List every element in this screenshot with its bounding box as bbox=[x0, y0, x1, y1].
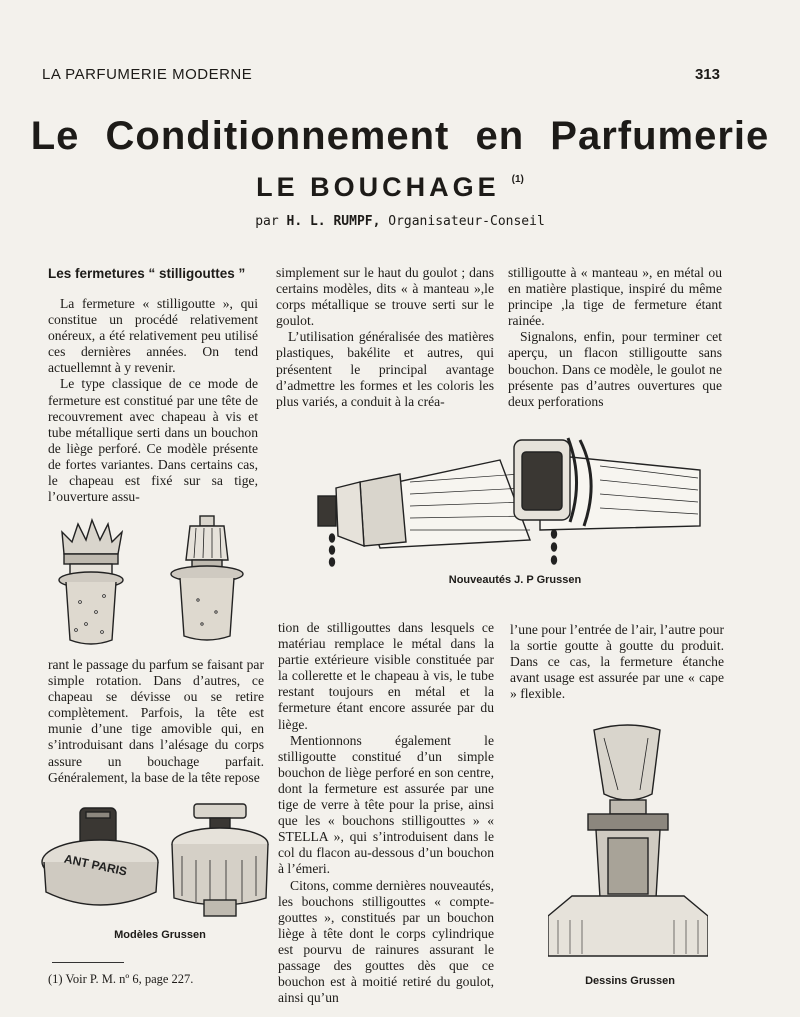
paragraph: stilligoutte à « manteau », en métal ou en matière plastique, inspiré du même principe ,la tige de fermeture étant rainée. bbox=[508, 265, 722, 329]
subtitle-note: (1) bbox=[511, 174, 524, 185]
footnote: (1) Voir P. M. nº 6, page 227. bbox=[48, 972, 194, 986]
page-number: 313 bbox=[694, 66, 720, 83]
column-2-bottom bbox=[278, 620, 494, 1006]
paragraph: Mentionnons également le stilligoutte constitué d’un simple bouchon de liège perforé en son centre, dont la fermeture est assurée par une tige de verre à tête pour la prise, ainsi que les « bouchons stilligouttes » « STELLA », qui s’introduisent dans le col du flacon au-dessous d’un bouchon à l’émeri. bbox=[278, 732, 494, 877]
column-3-top bbox=[508, 265, 722, 410]
stopper-illustration-bottom bbox=[40, 800, 270, 920]
section-heading: Les fermetures “ stilligouttes ” bbox=[48, 266, 246, 281]
paragraph: l’une pour l’entrée de l’air, l’autre pour la sortie goutte à goutte du produit. Dans ce cas, la fermeture étanche avant usage est assurée par une « cape » flexible. bbox=[510, 622, 724, 702]
paragraph: simplement sur le haut du goulot ; dans certains modèles, dits « à manteau »,le corps métallique se trouve serti sur le goulot. bbox=[276, 265, 494, 329]
caption-dessins: Dessins Grussen bbox=[585, 975, 675, 987]
byline-role: Organisateur-Conseil bbox=[388, 214, 545, 229]
bottle-illustration bbox=[548, 720, 708, 960]
byline bbox=[0, 214, 800, 229]
byline-author: H. L. RUMPF, bbox=[286, 214, 381, 229]
paragraph: rant le passage du parfum se faisant par simple rotation. Dans d’autres, ce chapeau se dévisse ou se retire complètement. Parfois, la tête est munie d’une tige amovible qui, en s’introduisant dans l’alésage du corps assure un bouchage parfait. Généralement, la base de la tête repose bbox=[48, 657, 264, 785]
column-3-bottom bbox=[510, 622, 724, 702]
paragraph: L’utilisation généralisée des matières plastiques, bakélite et autres, qui présentent le principal avantage d’admettre les formes et les coloris les plus variés, a conduit à la créa- bbox=[276, 329, 494, 409]
column-2-top bbox=[276, 265, 494, 410]
cap-engraving: ANT PARIS bbox=[62, 851, 129, 879]
caption-nouveautes: Nouveautés J. P Grussen bbox=[448, 574, 582, 586]
column-1-bottom bbox=[48, 657, 264, 786]
stopper-illustration-top bbox=[52, 512, 252, 647]
paragraph: La fermeture « stilligoutte », qui constitue un procédé relativement onéreux, a été relativement peu utilisé ces dernières années. On tend actuellemnt à y revenir. bbox=[48, 296, 258, 376]
paragraph: Signalons, enfin, pour terminer cet aperçu, un flacon stilligoutte sans bouchon. Dans ce modèle, le goulot ne présente pas d’autres ouvertures que deux perforations bbox=[508, 329, 722, 409]
footnote-rule bbox=[52, 962, 124, 963]
article-title: Le Conditionnement en Parfumerie bbox=[30, 114, 770, 158]
article-subtitle bbox=[0, 172, 780, 203]
byline-prefix: par bbox=[255, 214, 279, 229]
paragraph: Le type classique de ce mode de fermeture est constitué par une tête de recouvrement avec chapeau à vis et tube métallique serti dans un bouchon de liège perforé. Ce modèle présente de fortes variantes. Dans certains cas, le chapeau est fixé sur sa tige, l’ouverture assu- bbox=[48, 376, 258, 505]
subtitle-text: LE BOUCHAGE bbox=[256, 172, 500, 202]
paragraph: Citons, comme dernières nouveautés, les bouchons stilligouttes « compte-gouttes », constitués par un bouchon liège à tête dont le corps cylindrique est pourvu de rainures assurant le passage des gouttes dès que ce bouchon est à moitié retiré du goulot, ainsi qu’un bbox=[278, 877, 494, 1006]
running-head: LA PARFUMERIE MODERNE bbox=[42, 66, 253, 83]
column-1-top bbox=[48, 296, 258, 505]
paragraph: tion de stilligouttes dans lesquels ce matériau remplace le métal dans la partie extérieure visible constituée par la collerette et le chapeau à vis, le tube restant toujours en métal et la fermeture étant encore assurée par du liège. bbox=[278, 620, 494, 732]
caption-modeles: Modèles Grussen bbox=[114, 929, 206, 941]
dropper-illustration bbox=[300, 430, 720, 570]
